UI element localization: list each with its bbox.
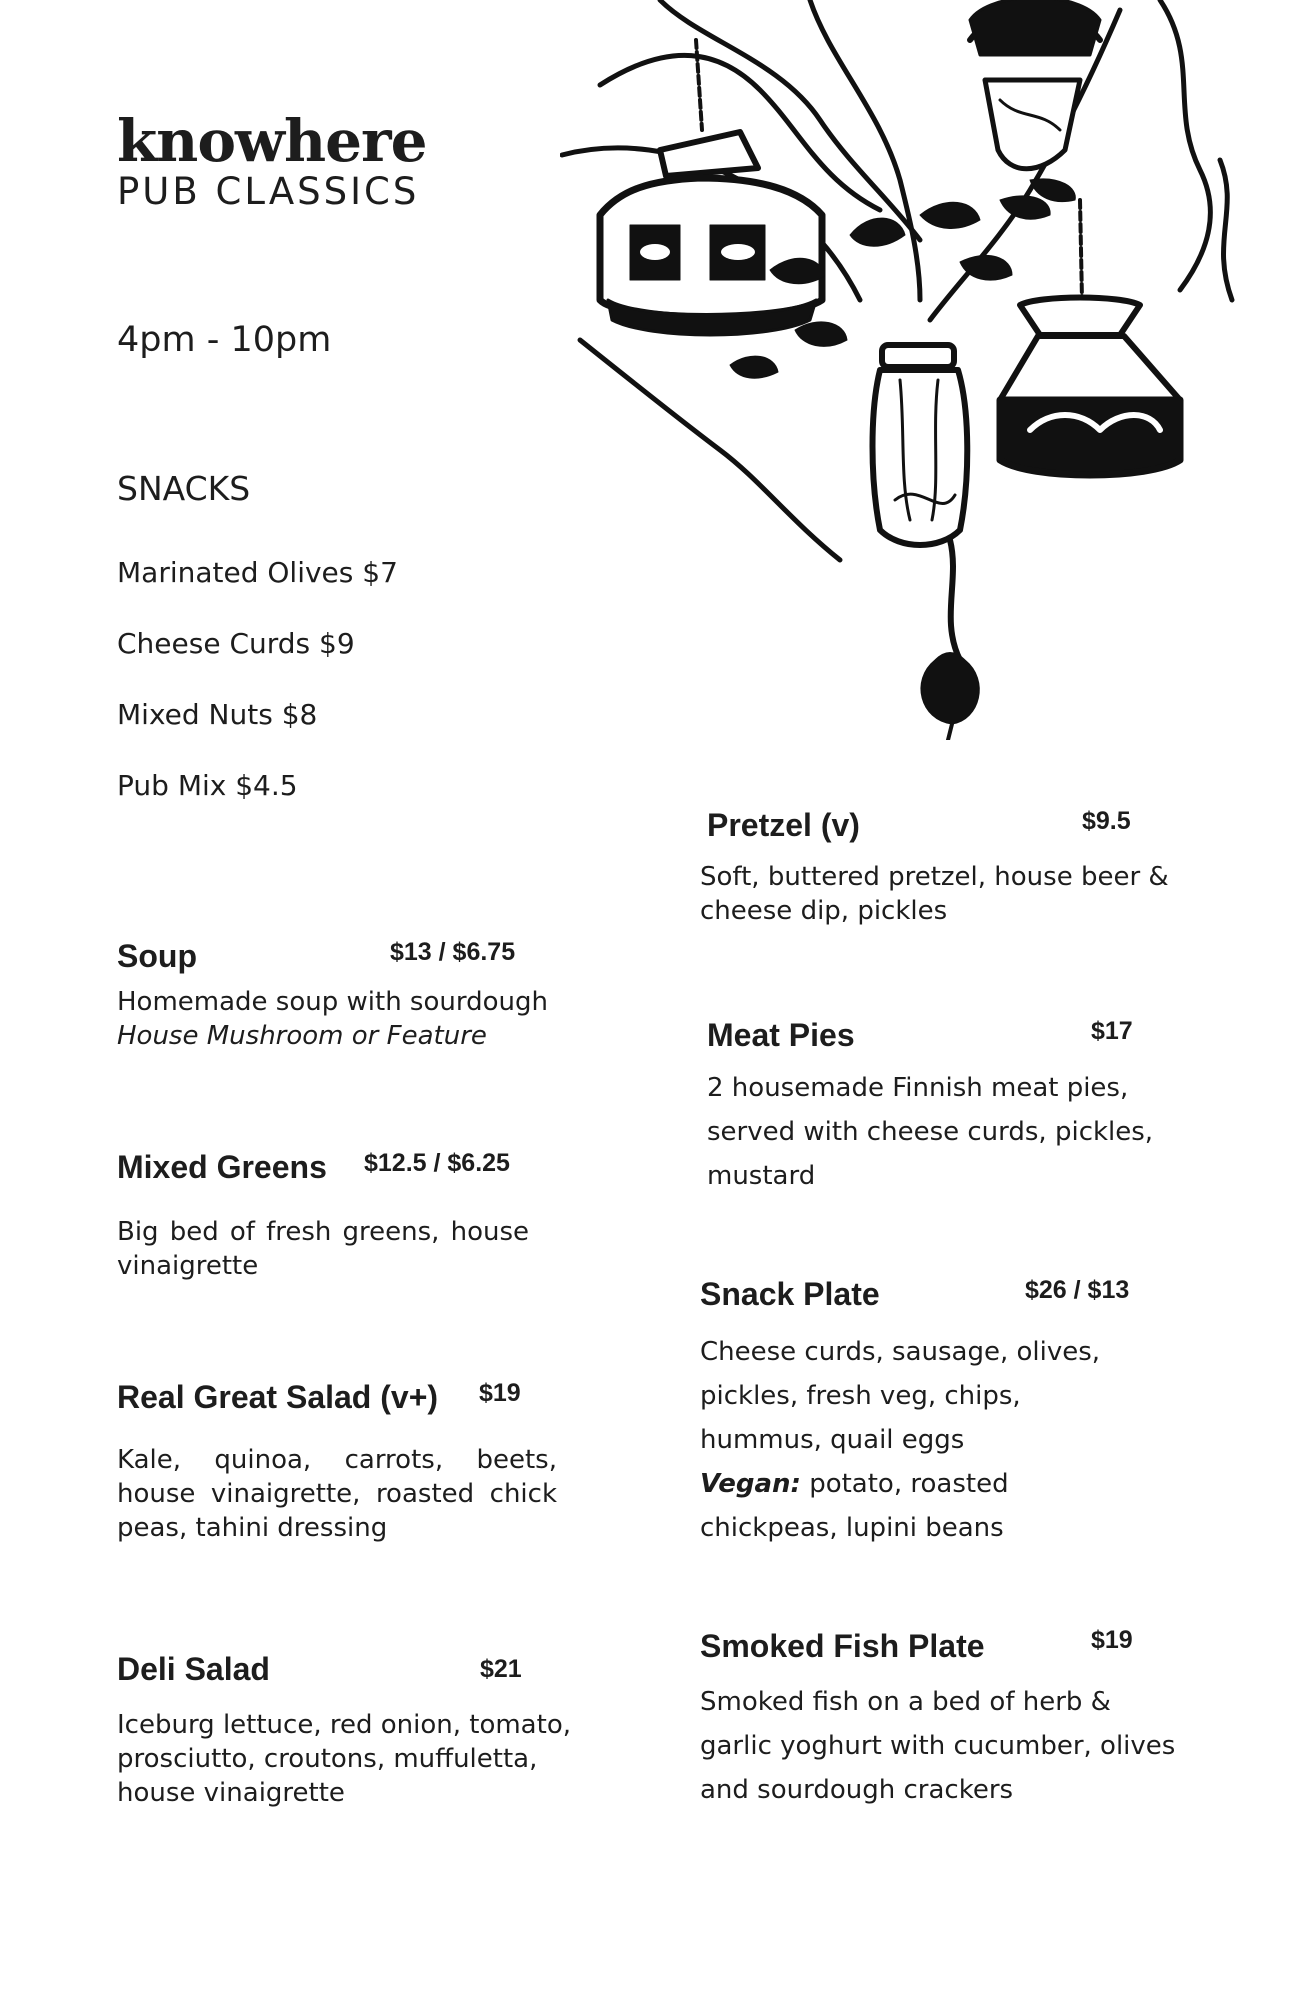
menu-title: PUB CLASSICS bbox=[117, 170, 420, 213]
vegan-description: potato, roasted chickpeas, lupini beans bbox=[700, 1469, 1009, 1543]
item-description: Kale, quinoa, carrots, beets, house vinaigrette, roasted chick peas, tahini dressing bbox=[117, 1445, 557, 1543]
snack-item: Mixed Nuts $8 bbox=[117, 698, 318, 731]
item-description: Iceburg lettuce, red onion, tomato, prosciutto, croutons, muffuletta, house vinaigrette bbox=[117, 1710, 571, 1808]
brand-logo: knowhere bbox=[117, 107, 427, 175]
item-description: Homemade soup with sourdough bbox=[117, 987, 548, 1017]
item-description-text: Cheese curds, sausage, olives, pickles, fresh veg, chips, hummus, quail eggs bbox=[700, 1337, 1101, 1455]
item-title: Pretzel (v) bbox=[707, 807, 860, 843]
item-title: Smoked Fish Plate bbox=[700, 1628, 985, 1664]
snack-item: Cheese Curds $9 bbox=[117, 627, 355, 660]
item-title: Soup bbox=[117, 938, 197, 974]
hanging-lamps-and-plants-illustration bbox=[560, 0, 1240, 740]
item-description: Smoked fish on a bed of herb & garlic yoghurt with cucumber, olives and sourdough crackers bbox=[700, 1687, 1176, 1805]
item-price: $13 / $6.75 bbox=[390, 938, 516, 966]
item-title: Meat Pies bbox=[707, 1017, 855, 1053]
item-title: Deli Salad bbox=[117, 1651, 270, 1687]
snack-item: Pub Mix $4.5 bbox=[117, 769, 298, 802]
item-price: $21 bbox=[480, 1655, 522, 1683]
snack-item: Marinated Olives $7 bbox=[117, 556, 398, 589]
item-title: Snack Plate bbox=[700, 1276, 880, 1312]
item-price: $12.5 / $6.25 bbox=[364, 1149, 510, 1177]
item-description-italic: House Mushroom or Feature bbox=[117, 1021, 487, 1051]
item-description: Big bed of fresh greens, house vinaigrette bbox=[117, 1217, 529, 1281]
item-description: 2 housemade Finnish meat pies, served with cheese curds, pickles, mustard bbox=[707, 1073, 1154, 1191]
item-title: Mixed Greens bbox=[117, 1149, 327, 1185]
vegan-label: Vegan: bbox=[700, 1469, 801, 1499]
item-title: Real Great Salad (v+) bbox=[117, 1379, 439, 1415]
item-price: $19 bbox=[479, 1379, 521, 1407]
item-description bbox=[700, 1330, 1140, 1550]
item-price: $9.5 bbox=[1082, 807, 1131, 835]
snacks-heading: SNACKS bbox=[117, 469, 251, 508]
item-price: $19 bbox=[1091, 1626, 1133, 1654]
item-price: $17 bbox=[1091, 1017, 1133, 1045]
service-hours: 4pm - 10pm bbox=[117, 320, 332, 360]
item-price: $26 / $13 bbox=[1025, 1276, 1130, 1304]
item-description: Soft, buttered pretzel, house beer & cheese dip, pickles bbox=[700, 862, 1169, 926]
